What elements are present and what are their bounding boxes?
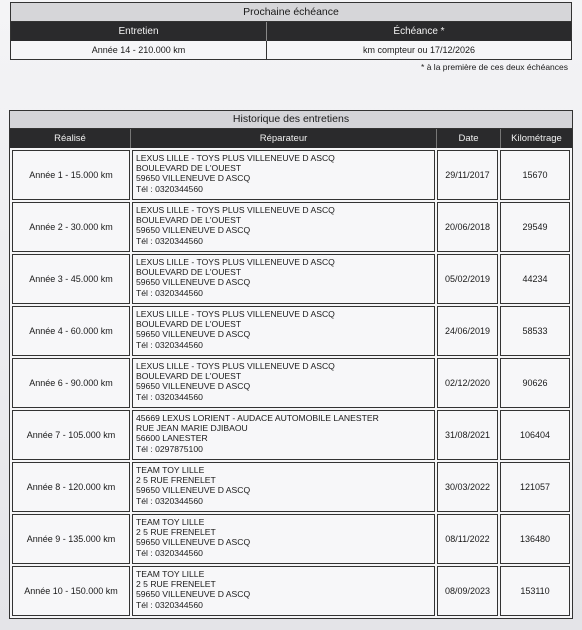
history-title: Historique des entretiens — [10, 111, 572, 129]
reparateur-line: 59650 VILLENEUVE D ASCQ — [136, 537, 251, 548]
table-row — [12, 202, 570, 252]
reparateur-line: 2 5 RUE FRENELET — [136, 475, 216, 486]
cell-kilometrage — [500, 566, 570, 616]
reparateur-line: BOULEVARD DE L'OUEST — [136, 319, 242, 330]
date-text: 08/11/2022 — [445, 534, 490, 544]
reparateur-line: BOULEVARD DE L'OUEST — [136, 371, 242, 382]
reparateur-line: Tél : 0320344560 — [136, 339, 203, 350]
cell-kilometrage — [500, 150, 570, 200]
cell-kilometrage — [500, 462, 570, 512]
km-text: 106404 — [519, 430, 551, 440]
cell-date — [437, 358, 498, 408]
cell-kilometrage — [500, 410, 570, 460]
reparateur-line: 59650 VILLENEUVE D ASCQ — [136, 381, 251, 392]
table-row — [12, 306, 570, 356]
date-text: 20/06/2018 — [444, 222, 491, 232]
reparateur-line: Tél : 0297875100 — [136, 443, 203, 454]
reparateur-line: LEXUS LILLE - TOYS PLUS VILLENEUVE D ASCQ — [136, 205, 335, 215]
cell-reparateur — [132, 150, 435, 200]
cell-kilometrage — [500, 306, 570, 356]
date-text: 30/03/2022 — [444, 482, 491, 492]
reparateur-line: TEAM TOY LILLE — [136, 465, 205, 475]
reparateur-line: 59650 VILLENEUVE D ASCQ — [136, 485, 251, 496]
cell-date — [437, 462, 498, 512]
table-row — [12, 150, 570, 200]
reparateur-line: TEAM TOY LILLE — [136, 517, 205, 527]
cell-realise — [12, 254, 130, 304]
reparateur-line: BOULEVARD DE L'OUEST — [136, 215, 242, 226]
reparateur-line: 59650 VILLENEUVE D ASCQ — [136, 225, 251, 236]
cell-date — [437, 254, 498, 304]
reparateur-line: BOULEVARD DE L'OUEST — [136, 163, 242, 174]
reparateur-line: LEXUS LILLE - TOYS PLUS VILLENEUVE D ASCQ — [136, 309, 335, 319]
header-realise: Réalisé — [10, 129, 131, 148]
cell-date — [437, 150, 498, 200]
realise-text: Année 4 - 60.000 km — [29, 326, 113, 336]
next-service-entretien: Année 14 - 210.000 km — [11, 41, 267, 59]
cell-date — [437, 566, 498, 616]
reparateur-line: Tél : 0320344560 — [136, 287, 203, 298]
reparateur-line: 2 5 RUE FRENELET — [136, 579, 216, 590]
km-text: 90626 — [522, 378, 548, 388]
km-text: 58533 — [522, 326, 548, 336]
reparateur-line: LEXUS LILLE - TOYS PLUS VILLENEUVE D ASCQ — [136, 257, 335, 267]
cell-reparateur — [132, 410, 435, 460]
reparateur-line: Tél : 0320344560 — [136, 495, 203, 506]
reparateur-line: Tél : 0320344560 — [136, 183, 203, 194]
table-row — [12, 410, 570, 460]
footnote: * à la première de ces deux échéances — [421, 62, 568, 72]
table-row — [12, 462, 570, 512]
history-header — [10, 129, 572, 148]
cell-realise — [12, 410, 130, 460]
cell-date — [437, 306, 498, 356]
realise-text: Année 10 - 150.000 km — [24, 586, 118, 596]
cell-kilometrage — [500, 514, 570, 564]
cell-reparateur — [132, 462, 435, 512]
header-kilometrage: Kilométrage — [511, 133, 562, 144]
reparateur-line: RUE JEAN MARIE DJIBAOU — [136, 423, 248, 434]
reparateur-line: 59650 VILLENEUVE D ASCQ — [136, 173, 251, 184]
header-echeance: Échéance * — [393, 26, 445, 37]
cell-realise — [12, 306, 130, 356]
cell-kilometrage — [500, 358, 570, 408]
reparateur-line: BOULEVARD DE L'OUEST — [136, 267, 242, 278]
date-text: 29/11/2017 — [445, 170, 490, 180]
cell-realise — [12, 358, 130, 408]
cell-date — [437, 410, 498, 460]
reparateur-line: 59650 VILLENEUVE D ASCQ — [136, 589, 251, 600]
date-text: 24/06/2019 — [444, 326, 491, 336]
reparateur-line: 59650 VILLENEUVE D ASCQ — [136, 277, 251, 288]
realise-text: Année 9 - 135.000 km — [26, 534, 116, 544]
table-row — [12, 566, 570, 616]
header-date: Date — [437, 129, 501, 148]
header-reparateur: Réparateur — [131, 129, 437, 148]
cell-reparateur — [132, 254, 435, 304]
km-text: 153110 — [520, 586, 550, 596]
date-text: 08/09/2023 — [444, 586, 491, 596]
reparateur-line: 45669 LEXUS LORIENT - AUDACE AUTOMOBILE LANESTER — [136, 413, 379, 423]
date-text: 05/02/2019 — [444, 274, 491, 284]
cell-reparateur — [132, 358, 435, 408]
cell-reparateur — [132, 566, 435, 616]
cell-realise — [12, 150, 130, 200]
cell-kilometrage — [500, 254, 570, 304]
reparateur-line: TEAM TOY LILLE — [136, 569, 205, 579]
reparateur-line: Tél : 0320344560 — [136, 391, 203, 402]
cell-reparateur — [132, 202, 435, 252]
cell-reparateur — [132, 306, 435, 356]
header-entretien: Entretien — [11, 22, 267, 41]
history-rows — [10, 148, 572, 616]
cell-date — [437, 202, 498, 252]
cell-realise — [12, 202, 130, 252]
km-text: 121057 — [519, 482, 551, 492]
history-table — [9, 110, 573, 619]
table-row — [12, 514, 570, 564]
reparateur-line: Tél : 0320344560 — [136, 235, 203, 246]
realise-text: Année 7 - 105.000 km — [26, 430, 116, 440]
realise-text: Année 1 - 15.000 km — [29, 170, 113, 180]
reparateur-line: 59650 VILLENEUVE D ASCQ — [136, 329, 251, 340]
km-text: 44234 — [522, 274, 548, 284]
reparateur-line: LEXUS LILLE - TOYS PLUS VILLENEUVE D ASCQ — [136, 361, 335, 371]
reparateur-line: Tél : 0320344560 — [136, 547, 203, 558]
date-text: 02/12/2020 — [444, 378, 491, 388]
cell-reparateur — [132, 514, 435, 564]
realise-text: Année 8 - 120.000 km — [26, 482, 116, 492]
reparateur-line: Tél : 0320344560 — [136, 599, 203, 610]
cell-realise — [12, 462, 130, 512]
km-text: 136480 — [519, 534, 551, 544]
realise-text: Année 2 - 30.000 km — [29, 222, 113, 232]
cell-date — [437, 514, 498, 564]
next-service-title: Prochaine échéance — [11, 3, 571, 22]
reparateur-line: 56600 LANESTER — [136, 433, 208, 444]
km-text: 15670 — [522, 170, 548, 180]
cell-realise — [12, 566, 130, 616]
next-service-header — [11, 22, 571, 41]
reparateur-line: LEXUS LILLE - TOYS PLUS VILLENEUVE D ASCQ — [136, 153, 335, 163]
reparateur-line: 2 5 RUE FRENELET — [136, 527, 216, 538]
date-text: 31/08/2021 — [444, 430, 491, 440]
table-row — [12, 254, 570, 304]
realise-text: Année 6 - 90.000 km — [29, 378, 113, 388]
next-service-table — [10, 2, 572, 60]
next-service-echeance: km compteur ou 17/12/2026 — [362, 45, 476, 55]
cell-kilometrage — [500, 202, 570, 252]
next-service-row — [11, 41, 571, 59]
table-row — [12, 358, 570, 408]
realise-text: Année 3 - 45.000 km — [29, 274, 113, 284]
cell-realise — [12, 514, 130, 564]
km-text: 29549 — [522, 222, 548, 232]
